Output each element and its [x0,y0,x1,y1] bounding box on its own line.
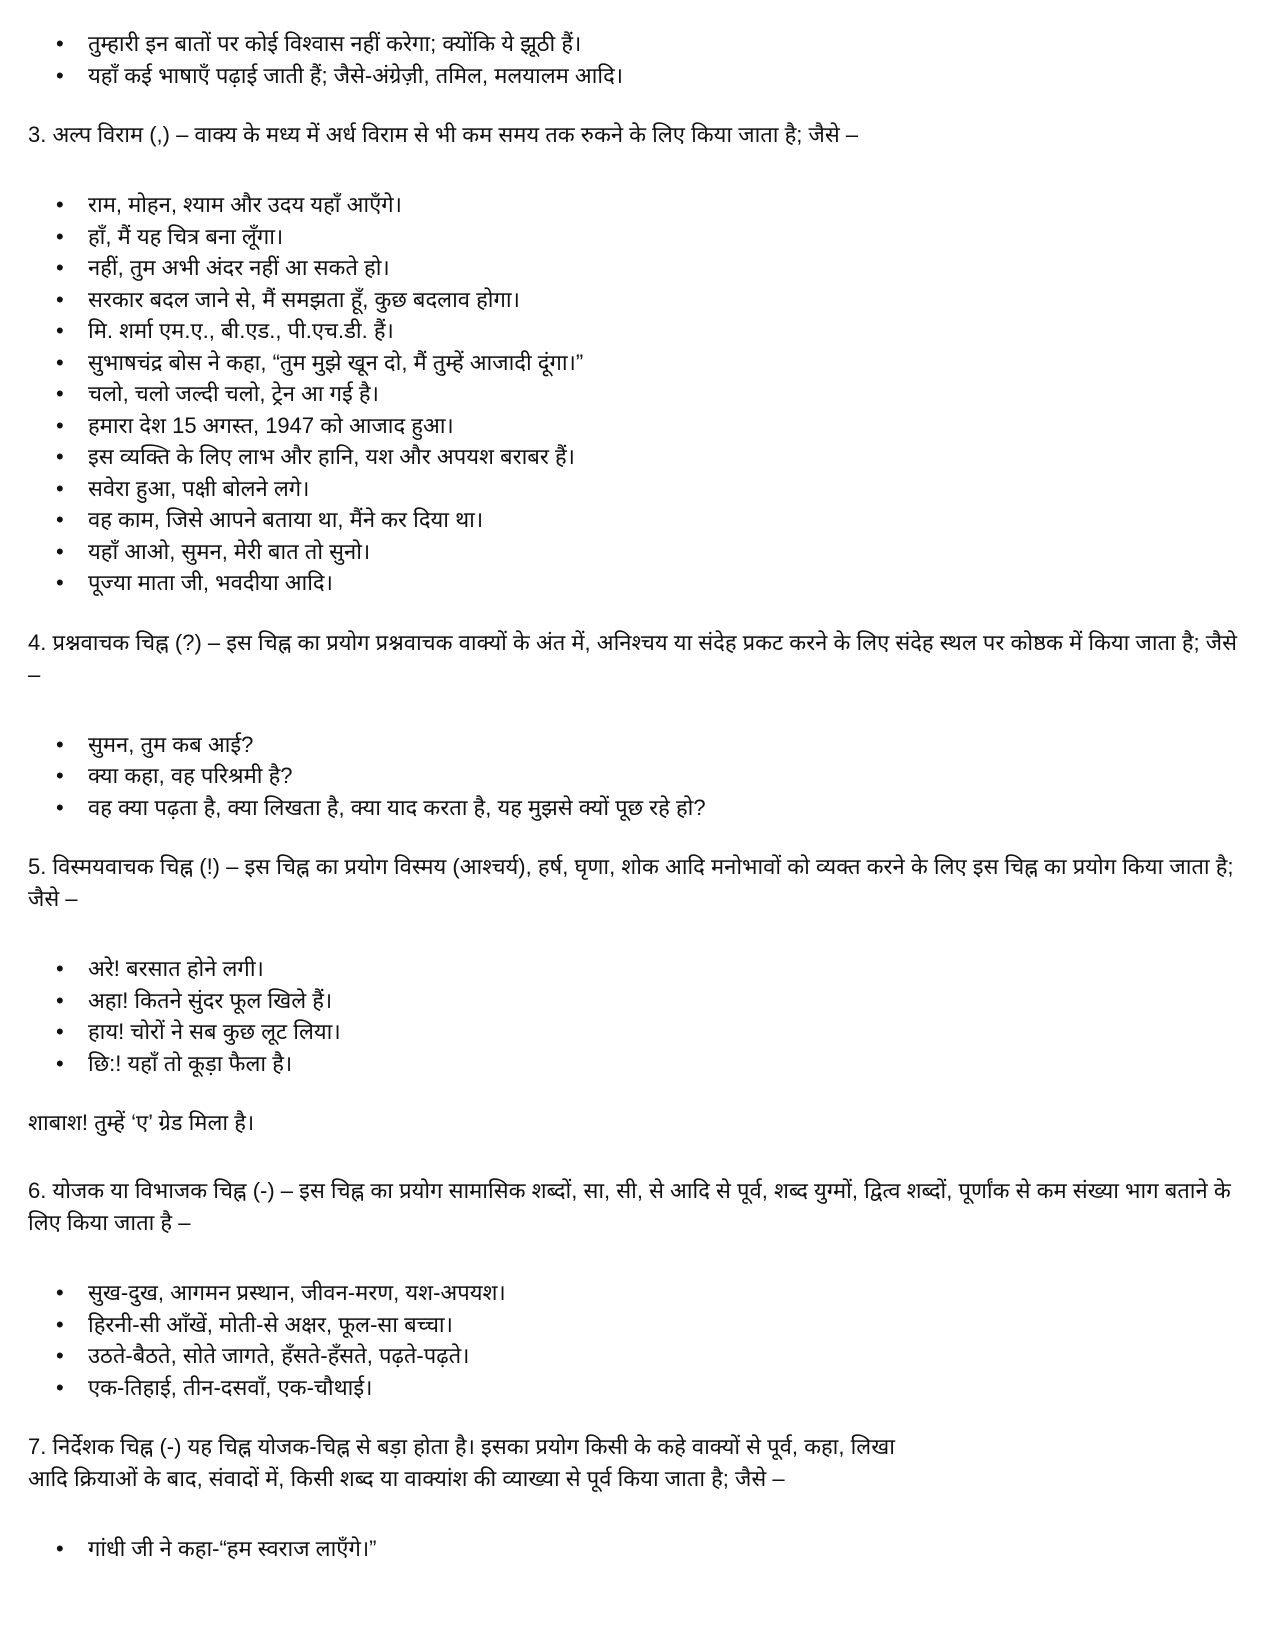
example-list [28,953,1245,1079]
section-heading: 4. प्रश्नवाचक चिह्न (?) – इस चिह्न का प्रयोग प्रश्नवाचक वाक्यों के अंत में, अनिश्चय या संदेह प्रकट करने के लिए संदेह स्थल पर कोष्ठक में किया जाता है; जैसे – [28,629,1237,687]
list-item [56,410,1245,442]
list-item-text: मि. शर्मा एम.ए., बी.एड., पी.एच.डी. हैं। [88,318,394,343]
list-item-text: सुभाषचंद्र बोस ने कहा, “तुम मुझे खून दो, मैं तुम्हें आजादी दूंगा।” [88,349,584,375]
list-item [56,1277,1245,1309]
bullet-icon: • [56,412,64,438]
bullet-icon: • [56,1536,64,1561]
list-item [56,953,1245,985]
bullet-icon: • [56,223,64,249]
list-item [56,441,1245,473]
list-item-text: क्या कहा, वह परिश्रमी है? [88,763,293,788]
list-item-text: एक-तिहाई, तीन-दसवाँ, एक-चौथाई। [88,1374,373,1400]
list-item-text: हमारा देश 15 अगस्त, 1947 को आजाद हुआ। [88,412,454,438]
bullet-icon: • [56,475,64,501]
bullet-icon: • [56,192,64,217]
example-list [28,1277,1245,1403]
list-item [56,1016,1245,1048]
list-item-text: अरे! बरसात होने लगी। [88,956,264,981]
list-item-text: अहा! कितने सुंदर फूल खिले हैं। [88,987,333,1013]
example-list [28,1533,1245,1565]
list-item [56,1048,1245,1080]
list-item [56,284,1245,316]
list-item [56,189,1245,221]
bullet-icon: • [56,62,64,88]
list-item-text: राम, मोहन, श्याम और उदय यहाँ आएँगे। [88,192,402,217]
list-item-text: यहाँ आओ, सुमन, मेरी बात तो सुनो। [88,538,371,564]
bullet-icon: • [56,570,64,595]
list-item-text: उठते-बैठते, सोते जागते, हँसते-हँसते, पढ़ते-पढ़ते। [88,1343,470,1368]
list-item-text: वह क्या पढ़ता है, क्या लिखता है, क्या याद करता है, यह मुझसे क्यों पूछ रहे हो? [88,794,706,820]
bullet-icon: • [56,538,64,564]
bullet-icon: • [56,1019,64,1044]
list-item [56,729,1245,761]
list-item-text: नहीं, तुम अभी अंदर नहीं आ सकते हो। [88,255,390,280]
example-list [28,189,1245,599]
bullet-icon: • [56,255,64,280]
list-item [56,985,1245,1017]
section-heading: 5. विस्मयवाचक चिह्न (!) – इस चिह्न का प्रयोग विस्मय (आश्चर्य), हर्ष, घृणा, शोक आदि मनोभावों को व्यक्त करने के लिए इस चिह्न का प्रयोग किया जाता है; जैसे – [28,854,1234,911]
list-item [56,252,1245,284]
list-item [56,221,1245,253]
list-item-text: सवेरा हुआ, पक्षी बोलने लगे। [88,475,310,501]
list-item-text: गांधी जी ने कहा-“हम स्वराज लाएँगे।” [88,1536,377,1561]
list-item [56,1340,1245,1372]
list-item-text: चलो, चलो जल्दी चलो, ट्रेन आ गई है। [88,381,379,406]
bullet-icon: • [56,31,64,56]
list-item [56,792,1245,824]
bullet-icon: • [56,956,64,981]
list-item-text: हिरनी-सी आँखें, मोती-से अक्षर, फूल-सा बच्चा। [88,1311,453,1337]
bullet-icon: • [56,1343,64,1368]
bullet-icon: • [56,794,64,820]
bullet-icon: • [56,731,64,757]
bullet-icon: • [56,318,64,343]
list-item-text: वह काम, जिसे आपने बताया था, मैंने कर दिया था। [88,507,484,532]
list-item [56,567,1245,599]
list-item-text: इस व्यक्ति के लिए लाभ और हानि, यश और अपयश बराबर हैं। [88,444,575,469]
list-item [56,536,1245,568]
top-list [28,28,1245,91]
bullet-icon: • [56,286,64,312]
list-item-text: हाँ, मैं यह चित्र बना लूँगा। [88,223,284,249]
bullet-icon: • [56,763,64,788]
list-item [56,60,1245,92]
list-item [56,473,1245,505]
list-item [56,504,1245,536]
list-item [56,28,1245,60]
bullet-icon: • [56,987,64,1013]
bullet-icon: • [56,1311,64,1337]
list-item [56,1372,1245,1404]
list-item [56,760,1245,792]
list-item-text: हाय! चोरों ने सब कुछ लूट लिया। [88,1019,341,1044]
section-heading: 7. निर्देशक चिह्न (-) यह चिह्न योजक-चिह्न से बड़ा होता है। इसका प्रयोग किसी के कहे वाक्यों से पूर्व, कहा, लिखा [28,1434,895,1459]
bullet-icon: • [56,507,64,532]
bullet-icon: • [56,444,64,469]
section-heading-line2: आदि क्रियाओं के बाद, संवादों में, किसी शब्द या वाक्यांश की व्याख्या से पूर्व किया जाता है; जैसे – [28,1466,785,1491]
bullet-icon: • [56,381,64,406]
bullet-icon: • [56,349,64,375]
list-item-text: तुम्हारी इन बातों पर कोई विश्वास नहीं करेगा; क्योंकि ये झूठी हैं। [88,31,582,56]
list-item-text: पूज्या माता जी, भवदीया आदि। [88,570,333,595]
list-item [56,347,1245,379]
standalone-example: शाबाश! तुम्हें ‘ए’ ग्रेड मिला है। [28,1110,255,1135]
list-item [56,378,1245,410]
list-item [56,1309,1245,1341]
list-item-text: सुख-दुख, आगमन प्रस्थान, जीवन-मरण, यश-अपयश। [88,1280,506,1305]
example-list [28,729,1245,824]
list-item [56,315,1245,347]
bullet-icon: • [56,1374,64,1400]
bullet-icon: • [56,1280,64,1305]
list-item-text: यहाँ कई भाषाएँ पढ़ाई जाती हैं; जैसे-अंग्रेज़ी, तमिल, मलयालम आदि। [88,62,624,88]
list-item-text: सुमन, तुम कब आई? [88,731,254,757]
list-item-text: छि:! यहाँ तो कूड़ा फैला है। [88,1050,293,1076]
section-heading: 6. योजक या विभाजक चिह्न (-) – इस चिह्न का प्रयोग सामासिक शब्दों, सा, सी, से आदि से पूर्व, शब्द युग्मों, द्वित्व शब्दों, पूर्णांक से कम संख्या भाग बताने के लिए किया जाता है – [28,1178,1231,1235]
list-item [56,1533,1245,1565]
list-item-text: सरकार बदल जाने से, मैं समझता हूँ, कुछ बदलाव होगा। [88,286,520,312]
section-heading: 3. अल्प विराम (,) – वाक्य के मध्य में अर्ध विराम से भी कम समय तक रुकने के लिए किया जाता है; जैसे – [28,122,859,147]
bullet-icon: • [56,1050,64,1076]
